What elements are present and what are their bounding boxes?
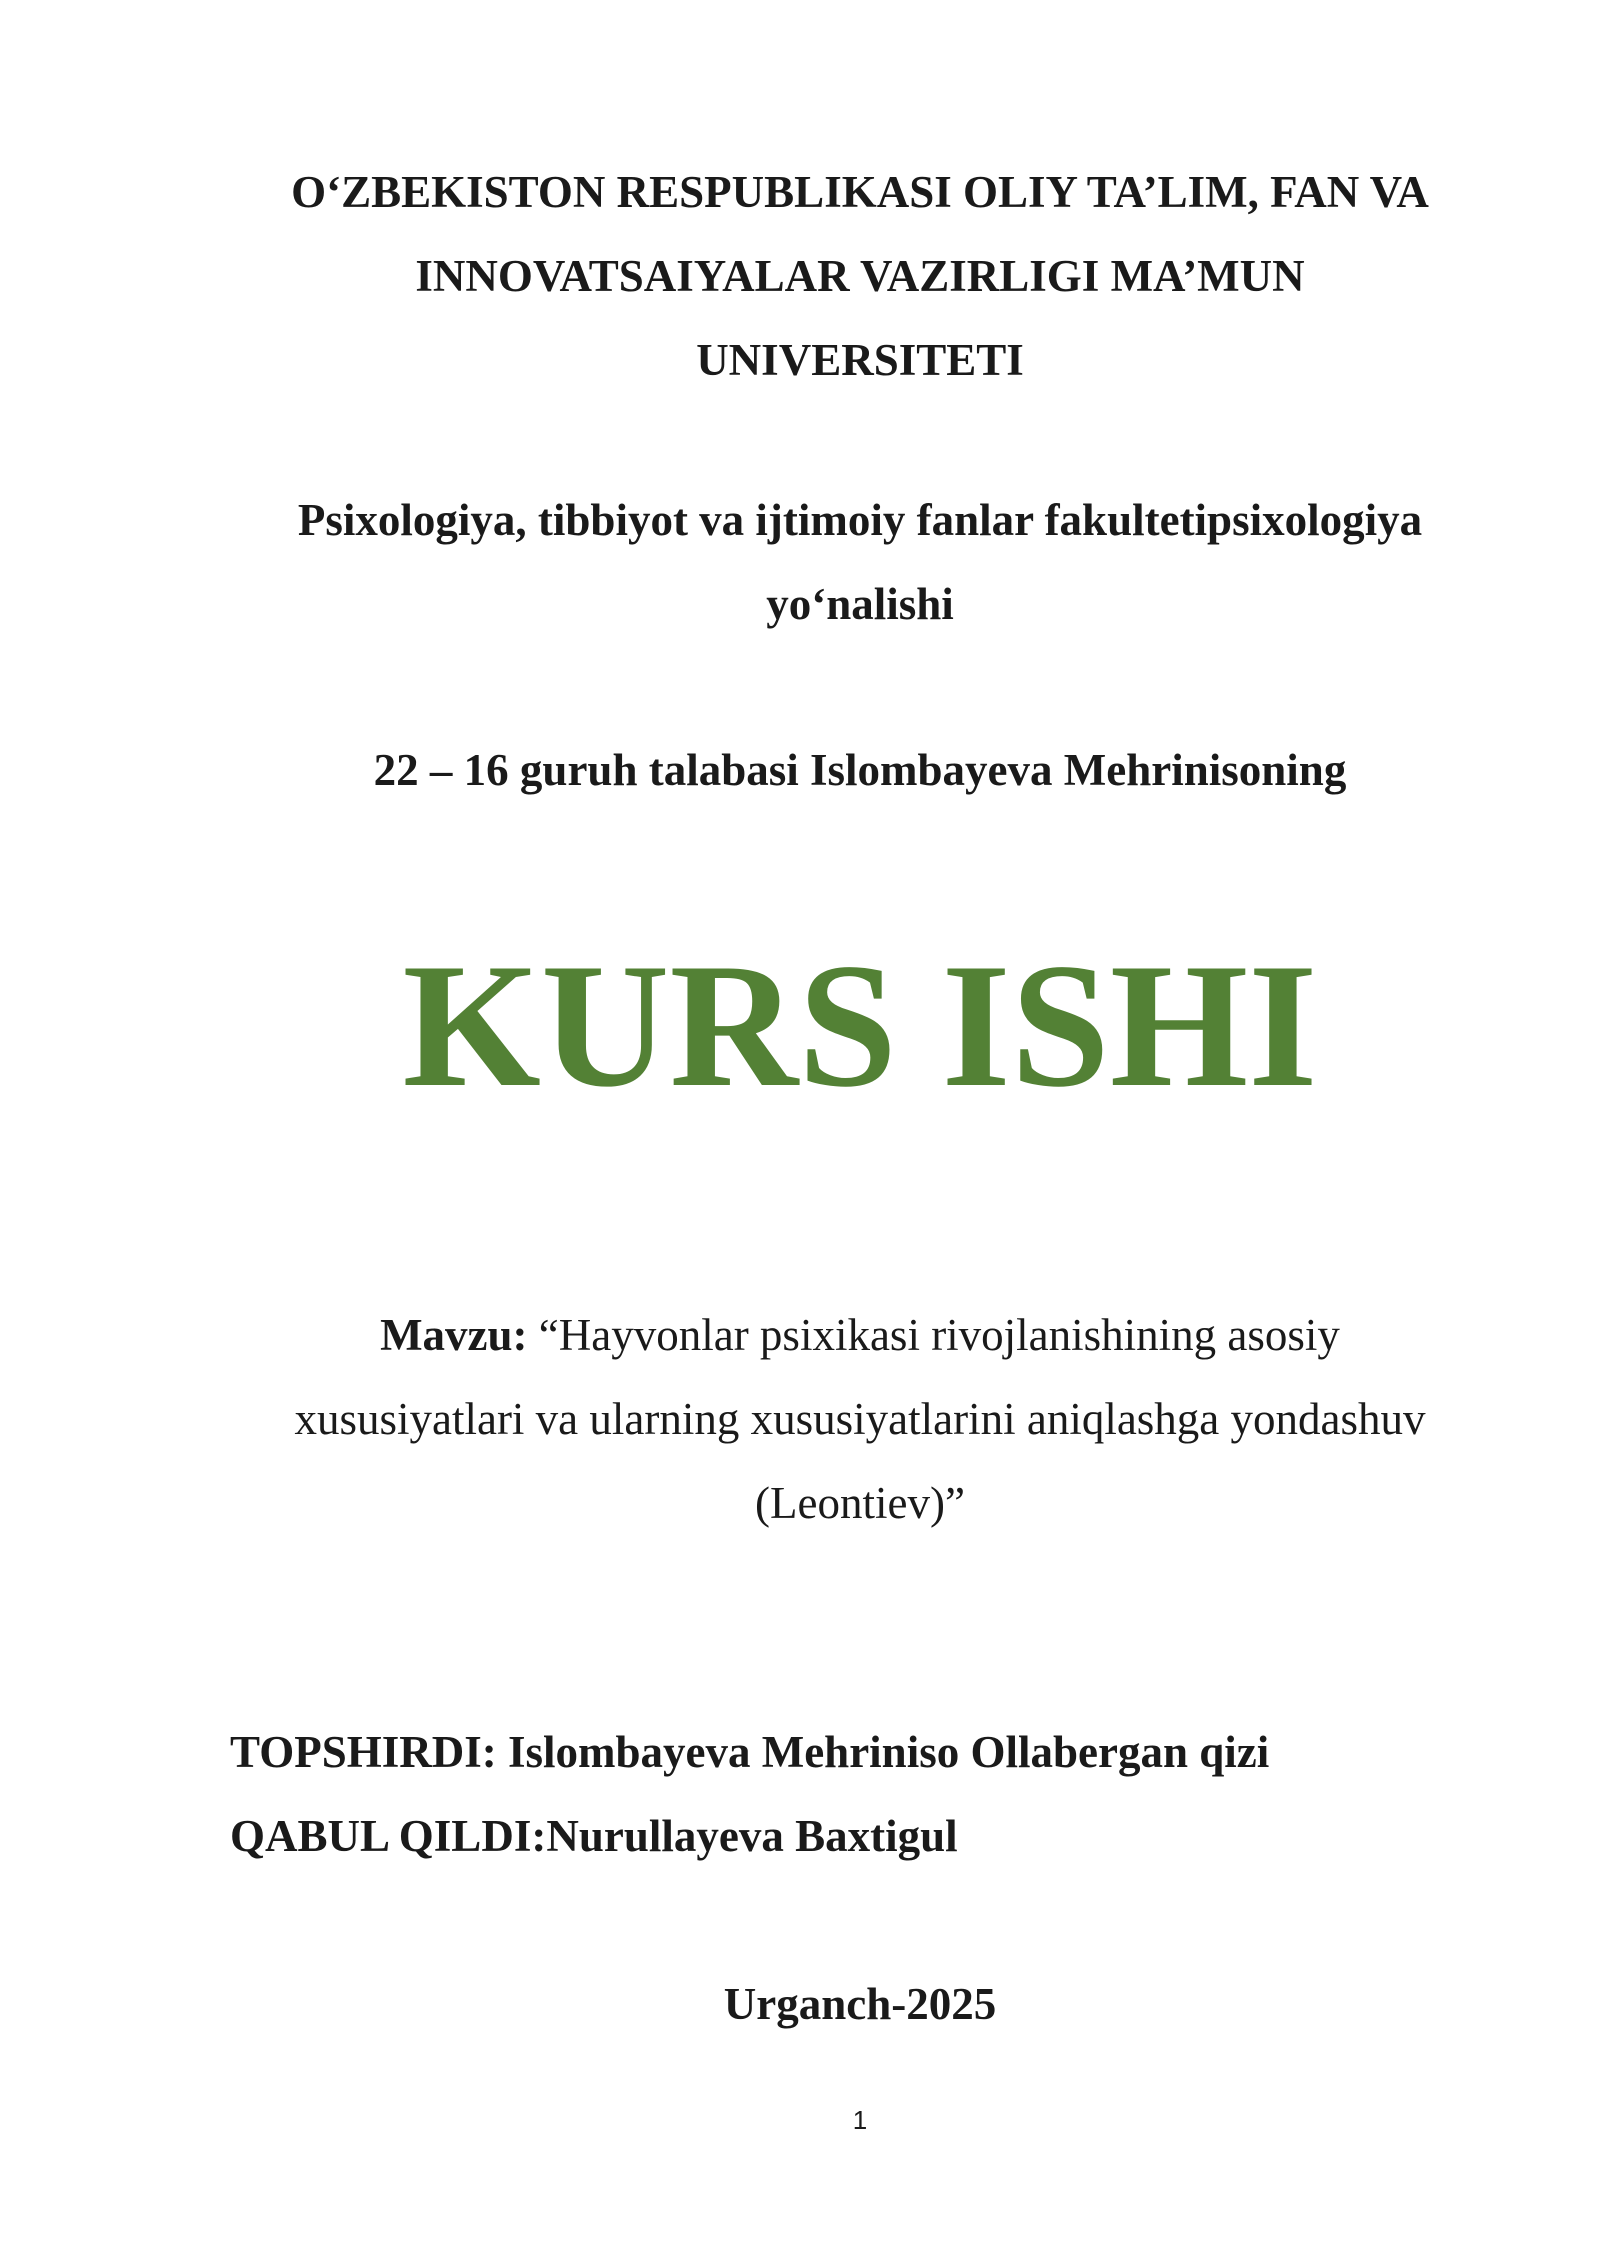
ministry-line-1: O‘ZBEKISTON RESPUBLIKASI OLIY TA’LIM, FAN VA <box>291 167 1429 217</box>
submitted-by: TOPSHIRDI: Islombayeva Mehriniso Ollabergan qizi <box>230 1727 1270 1777</box>
topic-line-3: (Leontiev)” <box>755 1478 965 1528</box>
city-year: Urganch-2025 <box>723 1979 997 2029</box>
accepted-by: QABUL QILDI:Nurullayeva Baxtigul <box>230 1811 958 1861</box>
ministry-line-3: UNIVERSITETI <box>696 335 1024 385</box>
student-line: 22 – 16 guruh talabasi Islombayeva Mehrinisoning <box>373 745 1347 795</box>
ministry-line-2: INNOVATSAIYALAR VAZIRLIGI MA’MUN <box>415 251 1305 301</box>
topic-label: Mavzu: <box>380 1310 528 1360</box>
faculty-line-2: yo‘nalishi <box>766 579 954 629</box>
ministry-heading <box>230 150 1490 402</box>
page-number: 1 <box>852 2105 868 2135</box>
topic-section <box>230 1293 1490 1545</box>
credits-section <box>230 1710 1490 1878</box>
faculty-heading <box>230 478 1490 646</box>
topic-text-1: “Hayvonlar psixikasi rivojlanishining asosiy <box>527 1310 1340 1360</box>
topic-line-2: xususiyatlari va ularning xususiyatlarini aniqlashga yondashuv <box>294 1394 1426 1444</box>
document-type-title: KURS ISHI <box>402 926 1318 1124</box>
topic-line-1 <box>230 1293 1490 1377</box>
faculty-line-1: Psixologiya, tibbiyot va ijtimoiy fanlar fakultetipsixologiya <box>297 495 1423 545</box>
